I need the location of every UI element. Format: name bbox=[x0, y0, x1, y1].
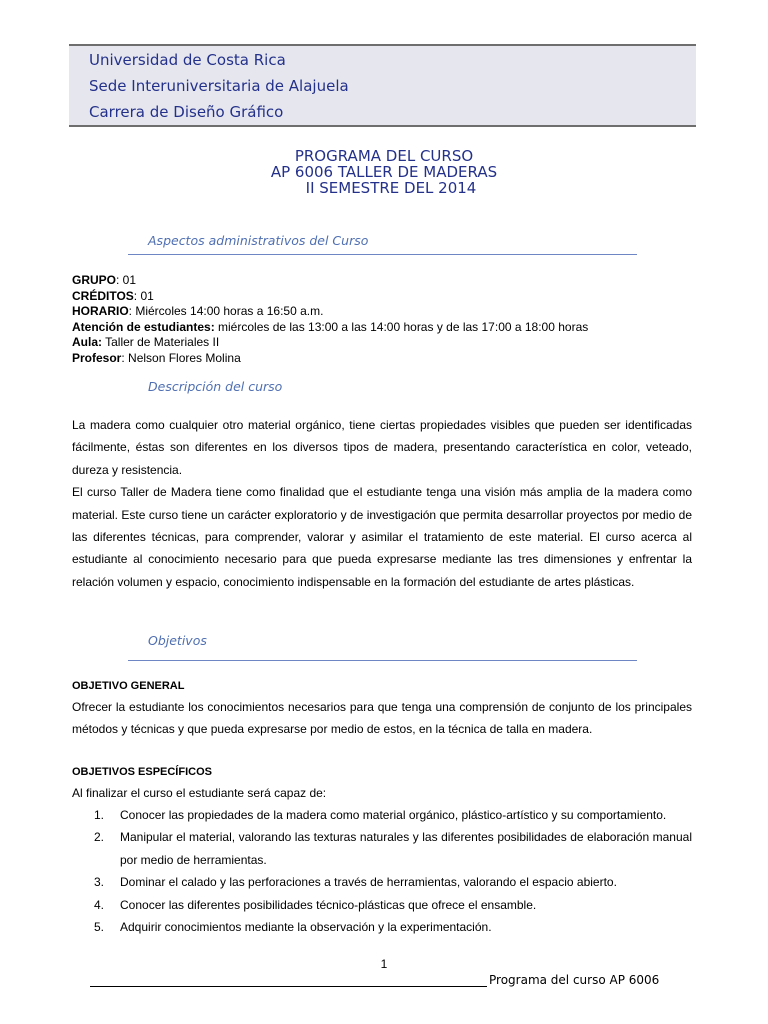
list-item-text: Manipular el material, valorando las texturas naturales y las diferentes posibilidades de elaboración manual por medio de herramientas. bbox=[120, 830, 692, 867]
section-heading-admin: Aspectos administrativos del Curso bbox=[148, 233, 369, 248]
title-line-1: PROGRAMA DEL CURSO bbox=[294, 147, 474, 165]
field-label: Profesor bbox=[72, 350, 122, 365]
section-rule bbox=[128, 660, 637, 661]
field-value: Taller de Materiales II bbox=[102, 335, 220, 349]
program-name: Carrera de Diseño Gráfico bbox=[89, 103, 284, 121]
field-value: : 01 bbox=[133, 288, 154, 303]
list-item-text: Adquirir conocimientos mediante la observación y la experimentación. bbox=[120, 920, 492, 935]
specific-objectives-heading: OBJETIVOS ESPECÍFICOS bbox=[72, 766, 212, 778]
list-item bbox=[72, 826, 692, 871]
description-paragraph-1: La madera como cualquier otro material orgánico, tiene ciertas propiedades visibles que pueden ser identificadas fácilmente, éstas son diferentes en los diversos tipos de madera, presentando característica en color, veteado, dureza y resistencia. bbox=[72, 418, 692, 477]
list-item-number: 5. bbox=[94, 920, 105, 935]
field-value: : Nelson Flores Molina bbox=[121, 350, 241, 365]
section-heading-objectives: Objetivos bbox=[148, 633, 207, 648]
institution-header bbox=[69, 44, 696, 127]
campus-name: Sede Interuniversitaria de Alajuela bbox=[89, 77, 349, 95]
list-item bbox=[72, 804, 692, 826]
page-number: 1 bbox=[380, 957, 388, 971]
field-label: CRÉDITOS bbox=[72, 288, 134, 303]
field-value: : Miércoles 14:00 horas a 16:50 a.m. bbox=[128, 304, 324, 318]
list-item-text: Dominar el calado y las perforaciones a través de herramientas, valorando el espacio abierto. bbox=[120, 875, 617, 890]
field-label: Atención de estudiantes: bbox=[72, 319, 215, 334]
footer-text: Programa del curso AP 6006 bbox=[489, 973, 660, 987]
list-item-text: Conocer las diferentes posibilidades técnico-plásticas que ofrece el ensamble. bbox=[120, 897, 537, 912]
admin-row-creditos bbox=[72, 289, 588, 305]
field-value: miércoles de las 13:00 a las 14:00 horas y de las 17:00 a 18:00 horas bbox=[214, 319, 589, 334]
document-title bbox=[0, 148, 768, 196]
list-item-number: 3. bbox=[94, 875, 105, 890]
title-line-2: AP 6006 TALLER DE MADERAS bbox=[270, 163, 498, 181]
university-name: Universidad de Costa Rica bbox=[89, 51, 286, 69]
description-paragraph-2: El curso Taller de Madera tiene como finalidad que el estudiante tenga una visión más amplia de la madera como material. Este curso tiene un carácter exploratorio y de investigación que permita desarrollar proyectos por medio de las diferentes técnicas, para comprender, valorar y asimilar el tratamiento de este material. El curso acerca al estudiante al conocimiento necesario para que pueda expresarse mediante las tres dimensiones y enfrentar la relación volumen y espacio, conocimiento indispensable en la formación del estudiante de artes plásticas. bbox=[72, 485, 692, 589]
field-label: Aula: bbox=[72, 335, 102, 349]
title-line-3: II SEMESTRE DEL 2014 bbox=[305, 179, 477, 197]
field-value: : 01 bbox=[116, 273, 137, 287]
specific-objectives-intro bbox=[72, 782, 692, 804]
general-objective-paragraph: Ofrecer la estudiante los conocimientos necesarios para que tenga una comprensión de conjunto de los principales métodos y técnicas y que pueda expresarse por medio de estos, en la técnica de talla en madera. bbox=[72, 700, 692, 737]
admin-row-atencion bbox=[72, 320, 588, 336]
list-item-number: 2. bbox=[94, 830, 105, 845]
section-rule bbox=[128, 254, 637, 255]
list-item-number: 1. bbox=[94, 808, 105, 822]
admin-row-aula bbox=[72, 335, 588, 351]
admin-row-horario bbox=[72, 304, 588, 320]
admin-row-profesor bbox=[72, 351, 588, 367]
intro-text: Al finalizar el curso el estudiante será capaz de: bbox=[72, 786, 327, 800]
admin-row-grupo bbox=[72, 273, 588, 289]
specific-objectives-list bbox=[72, 804, 692, 938]
course-description bbox=[72, 414, 692, 593]
list-item-number: 4. bbox=[94, 897, 105, 912]
list-item-text: Conocer las propiedades de la madera como material orgánico, plástico-artístico y su comportamiento. bbox=[120, 808, 667, 822]
general-objective-text bbox=[72, 696, 692, 741]
list-item bbox=[72, 916, 692, 938]
general-objective-heading: OBJETIVO GENERAL bbox=[72, 680, 185, 692]
field-label: HORARIO bbox=[72, 304, 129, 318]
footer-rule bbox=[90, 986, 487, 987]
list-item bbox=[72, 871, 692, 893]
admin-details bbox=[72, 273, 588, 366]
list-item bbox=[72, 894, 692, 916]
section-heading-description: Descripción del curso bbox=[148, 379, 283, 394]
field-label: GRUPO bbox=[72, 273, 117, 287]
